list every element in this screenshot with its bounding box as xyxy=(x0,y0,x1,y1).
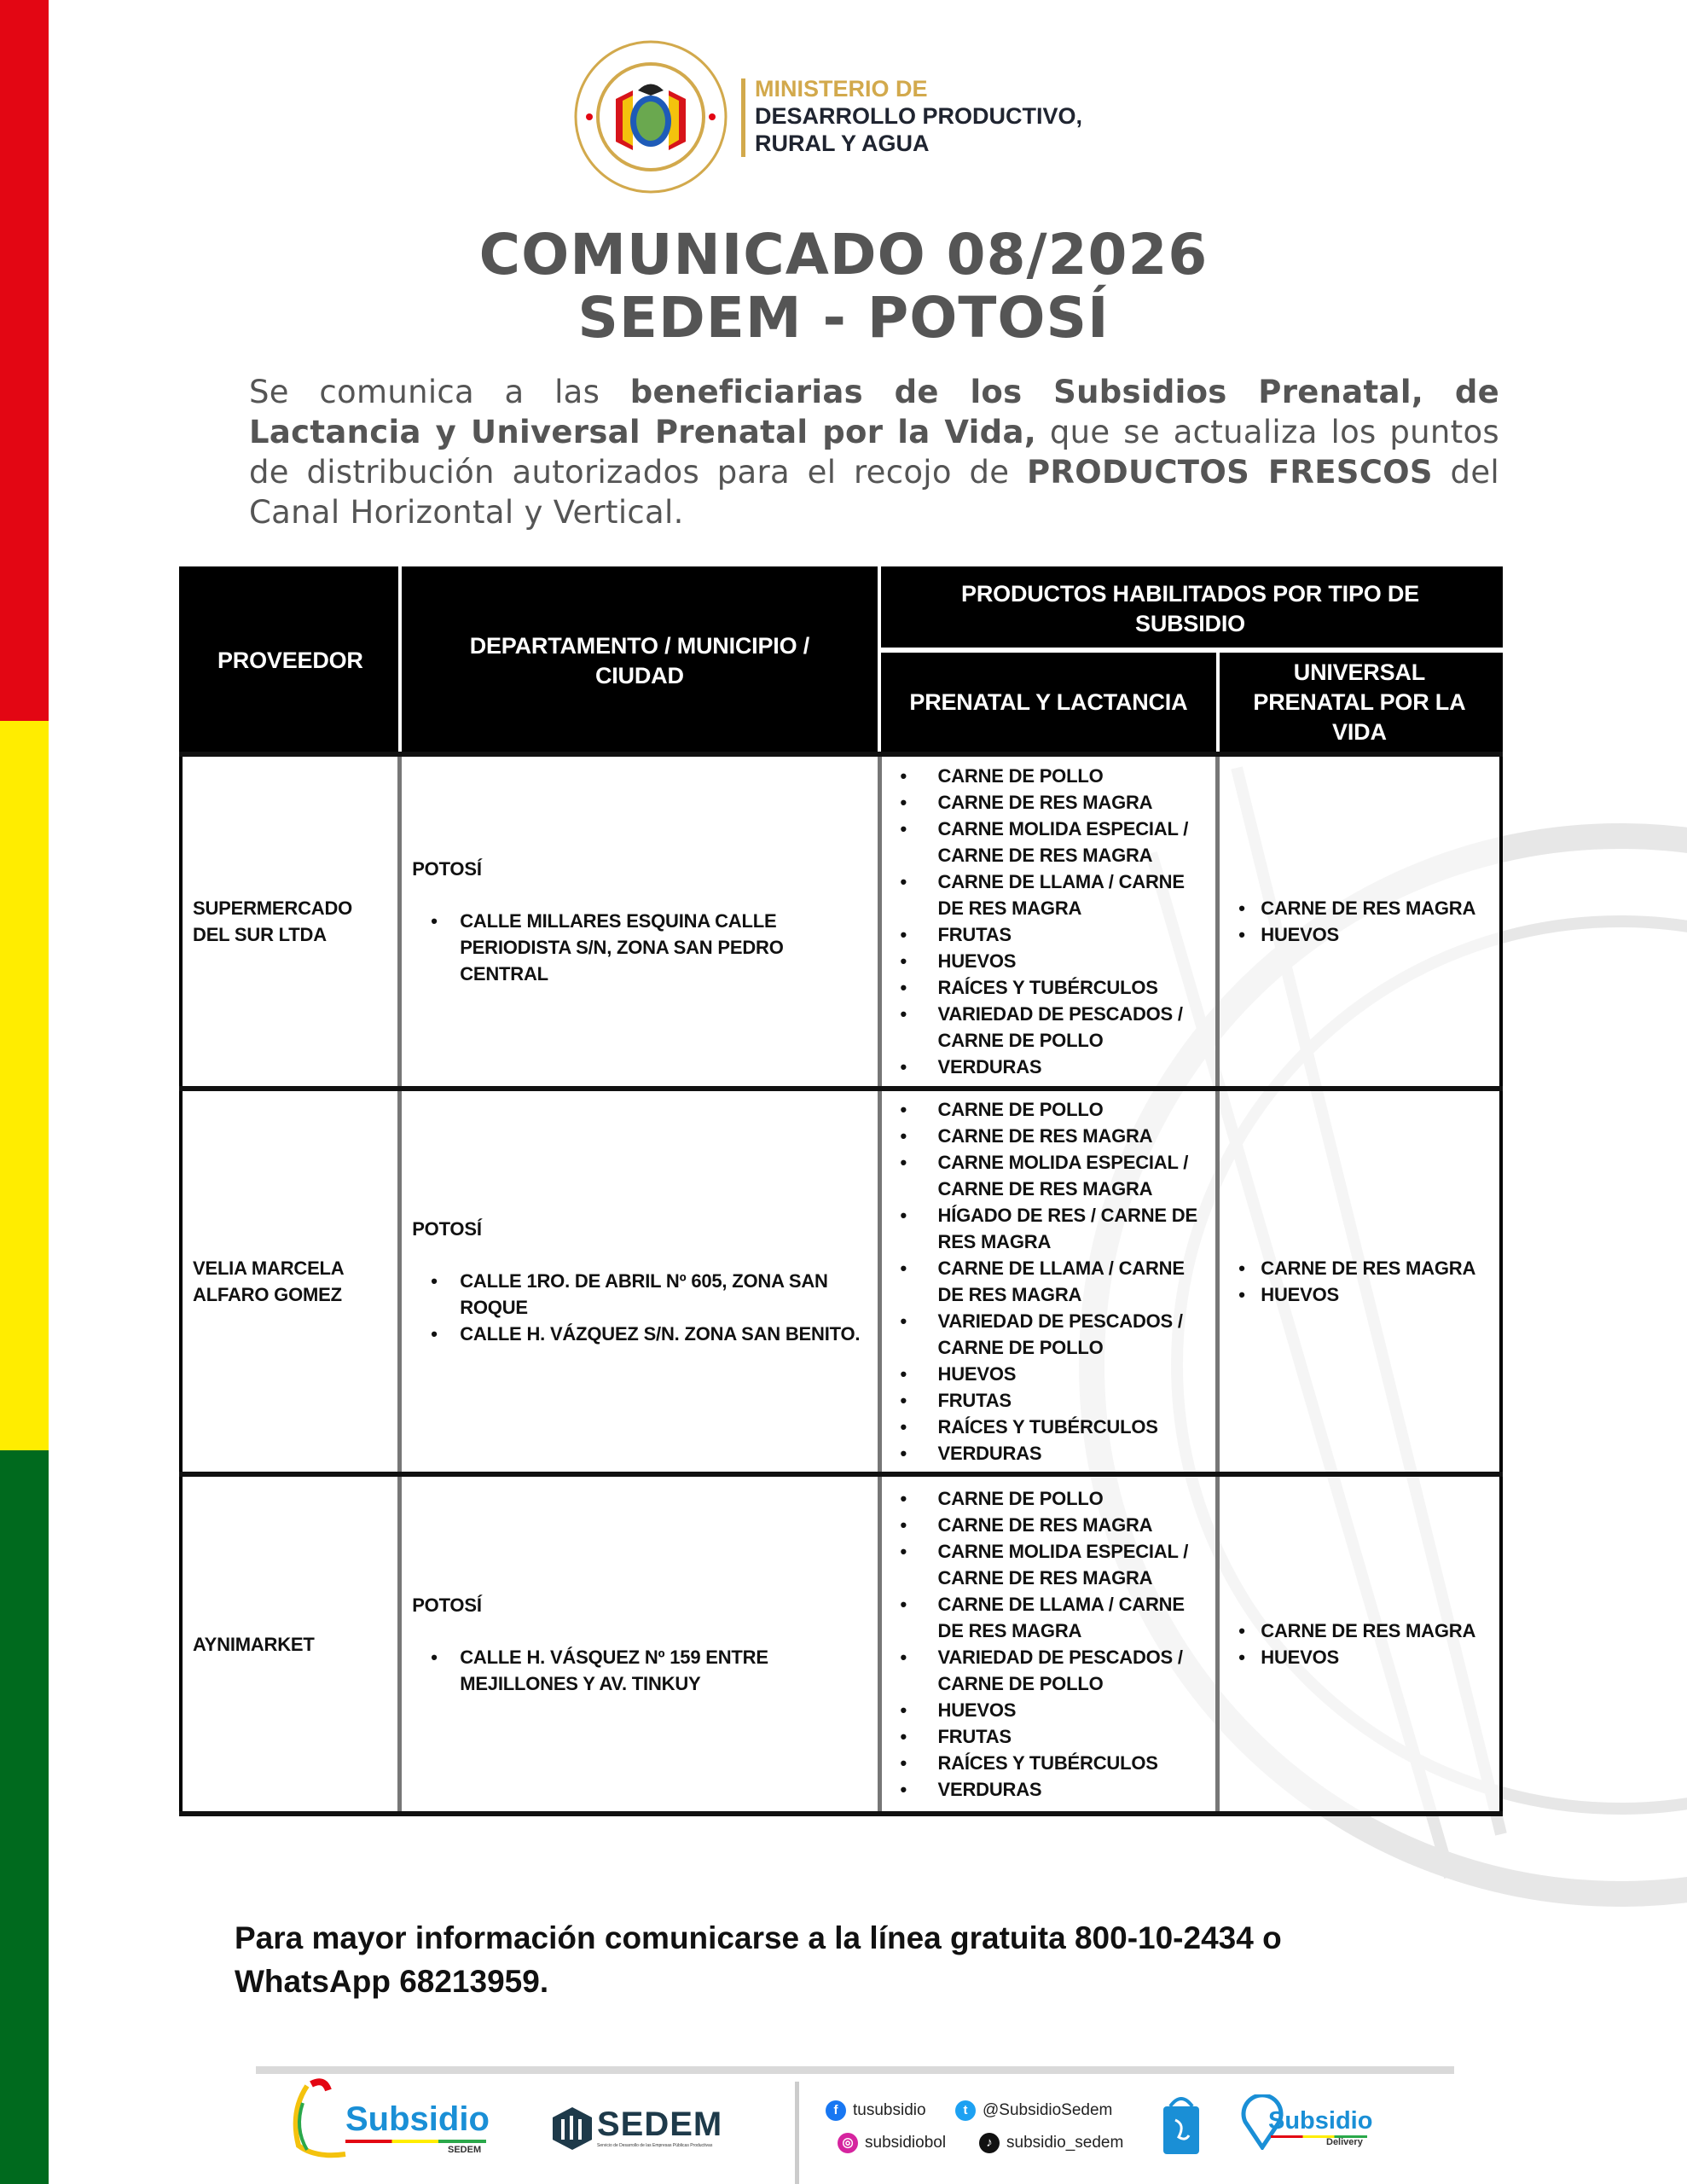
list-item: • VARIEDAD DE PESCADOS / CARNE DE POLLO xyxy=(890,1644,1209,1697)
footer-divider xyxy=(256,2066,1454,2074)
list-item: • CARNE DE LLAMA / CARNE DE RES MAGRA xyxy=(890,868,1209,921)
list-item: • CARNE DE RES MAGRA xyxy=(890,789,1209,816)
header-universal: UNIVERSAL PRENATAL POR LA VIDA xyxy=(1218,650,1501,754)
header-prenatal: PRENATAL Y LACTANCIA xyxy=(879,650,1218,754)
univ-list xyxy=(1230,1618,1489,1670)
list-item: • CARNE DE RES MAGRA xyxy=(1230,1618,1489,1644)
social-handle: subsidio_sedem xyxy=(1006,2134,1124,2152)
table-row xyxy=(181,1089,1501,1474)
instagram-icon: ◎ xyxy=(838,2133,858,2153)
univ-list xyxy=(1230,1255,1489,1308)
facebook-icon: f xyxy=(826,2100,846,2121)
list-item: • CARNE MOLIDA ESPECIAL / CARNE DE RES MAGRA xyxy=(890,1149,1209,1202)
list-item: • VARIEDAD DE PESCADOS / CARNE DE POLLO xyxy=(890,1308,1209,1361)
list-item: • CARNE DE RES MAGRA xyxy=(890,1123,1209,1149)
ministry-line2: DESARROLLO PRODUCTIVO, xyxy=(755,103,1083,129)
intro-bold: beneficiarias de los Subsidios Prenatal, de Lactancia y Universal Prenatal por la Vida, xyxy=(249,374,1499,450)
delivery-logo-sub: Delivery xyxy=(1326,2137,1363,2147)
social-twitter[interactable] xyxy=(955,2100,1112,2121)
table-row xyxy=(181,754,1501,1089)
list-item: • CALLE H. VÁZQUEZ S/N. ZONA SAN BENITO. xyxy=(412,1321,867,1347)
city-name: POTOSÍ xyxy=(412,1218,482,1240)
header-productos: PRODUCTOS HABILITADOS POR TIPO DE SUBSIDIO xyxy=(879,568,1501,650)
page-title xyxy=(0,224,1687,350)
list-item: • VERDURAS xyxy=(890,1776,1209,1803)
cell-departamento xyxy=(400,1089,879,1474)
addr-list xyxy=(412,908,867,987)
list-item: • FRUTAS xyxy=(890,1723,1209,1750)
contact-line2: WhatsApp 68213959. xyxy=(235,1964,549,1999)
list-item: • HUEVOS xyxy=(1230,1644,1489,1670)
twitter-icon: t xyxy=(955,2100,976,2121)
social-handle: subsidiobol xyxy=(865,2134,947,2152)
list-item: • CALLE MILLARES ESQUINA CALLE PERIODISTA S/N, ZONA SAN PEDRO CENTRAL xyxy=(412,908,867,987)
list-item: • CARNE MOLIDA ESPECIAL / CARNE DE RES MAGRA xyxy=(890,1538,1209,1591)
sedem-building-icon xyxy=(553,2107,592,2150)
list-item: • HUEVOS xyxy=(890,948,1209,974)
prod-list xyxy=(890,763,1209,1080)
intro-bold: PRODUCTOS FRESCOS xyxy=(1027,454,1433,491)
title-line2: SEDEM - POTOSÍ xyxy=(577,285,1110,351)
logo-flag-underline xyxy=(345,2140,486,2143)
proveedor-name: VELIA MARCELA ALFARO GOMEZ xyxy=(193,1258,344,1305)
title-line1: COMUNICADO 08/2026 xyxy=(478,222,1209,288)
cell-universal xyxy=(1218,1474,1501,1814)
subsidio-logo-text: Subsidio xyxy=(345,2100,490,2138)
cell-universal xyxy=(1218,754,1501,1089)
distribution-table xyxy=(179,566,1503,1816)
list-item: • CARNE DE LLAMA / CARNE DE RES MAGRA xyxy=(890,1255,1209,1308)
list-item: • CALLE 1RO. DE ABRIL Nº 605, ZONA SAN ROQUE xyxy=(412,1268,867,1321)
subsidio-logo-sub: SEDEM xyxy=(448,2145,482,2155)
intro-text: que se actualiza los puntos de distribución autorizados para el recojo de xyxy=(249,414,1499,491)
social-instagram[interactable] xyxy=(838,2133,946,2153)
shopping-bag-icon xyxy=(1160,2094,1203,2156)
cell-universal xyxy=(1218,1089,1501,1474)
list-item: • VERDURAS xyxy=(890,1440,1209,1467)
list-item: • CARNE DE POLLO xyxy=(890,1096,1209,1123)
list-item: • HÍGADO DE RES / CARNE DE RES MAGRA xyxy=(890,1202,1209,1255)
list-item: • VARIEDAD DE PESCADOS / CARNE DE POLLO xyxy=(890,1001,1209,1054)
footer-vertical-divider xyxy=(795,2082,799,2184)
table-row xyxy=(181,1474,1501,1814)
sedem-logo-text: SEDEM xyxy=(597,2106,723,2143)
list-item: • CARNE DE LLAMA / CARNE DE RES MAGRA xyxy=(890,1591,1209,1644)
header-divider xyxy=(741,78,745,157)
list-item: • CARNE DE RES MAGRA xyxy=(1230,1255,1489,1281)
list-item: • HUEVOS xyxy=(890,1697,1209,1723)
mother-baby-icon xyxy=(281,2077,350,2163)
intro-text: del Canal Horizontal y Vertical. xyxy=(249,454,1499,531)
bolivia-state-seal-logo xyxy=(573,39,728,195)
proveedor-name: SUPERMERCADO DEL SUR LTDA xyxy=(193,897,353,945)
list-item: • RAÍCES Y TUBÉRCULOS xyxy=(890,1750,1209,1776)
prod-list xyxy=(890,1096,1209,1467)
cell-prenatal xyxy=(879,754,1218,1089)
list-item: • HUEVOS xyxy=(1230,1281,1489,1308)
addr-list xyxy=(412,1644,867,1697)
addr-list xyxy=(412,1268,867,1347)
list-item: • CARNE DE RES MAGRA xyxy=(1230,895,1489,921)
ministry-line3: RURAL Y AGUA xyxy=(755,131,930,156)
list-item: • CARNE MOLIDA ESPECIAL / CARNE DE RES MAGRA xyxy=(890,816,1209,868)
social-tiktok[interactable] xyxy=(979,2133,1123,2153)
ministry-name xyxy=(755,75,1082,157)
list-item: • VERDURAS xyxy=(890,1054,1209,1080)
city-name: POTOSÍ xyxy=(412,858,482,880)
social-handle: tusubsidio xyxy=(853,2101,926,2119)
city-name: POTOSÍ xyxy=(412,1594,482,1616)
cell-departamento xyxy=(400,754,879,1089)
list-item: • CARNE DE POLLO xyxy=(890,763,1209,789)
cell-prenatal xyxy=(879,1089,1218,1474)
flag-stripe-yellow xyxy=(0,721,49,1450)
list-item: • RAÍCES Y TUBÉRCULOS xyxy=(890,1414,1209,1440)
social-facebook[interactable] xyxy=(826,2100,926,2121)
univ-list xyxy=(1230,895,1489,948)
header-departamento: DEPARTAMENTO / MUNICIPIO / CIUDAD xyxy=(400,568,879,754)
contact-info xyxy=(235,1916,1282,2003)
ministry-line1: MINISTERIO DE xyxy=(755,76,928,102)
list-item: • CARNE DE RES MAGRA xyxy=(890,1512,1209,1538)
cell-proveedor xyxy=(181,1474,400,1814)
flag-stripe-green xyxy=(0,1450,49,2184)
list-item: • HUEVOS xyxy=(1230,921,1489,948)
cell-proveedor xyxy=(181,754,400,1089)
social-handle: @SubsidioSedem xyxy=(983,2101,1113,2119)
list-item: • FRUTAS xyxy=(890,1387,1209,1414)
tiktok-icon: ♪ xyxy=(979,2133,1000,2153)
delivery-logo-text: Subsidio xyxy=(1268,2107,1373,2135)
header-proveedor: PROVEEDOR xyxy=(181,568,400,754)
intro-paragraph xyxy=(249,372,1499,532)
list-item: • HUEVOS xyxy=(890,1361,1209,1387)
list-item: • CALLE H. VÁSQUEZ Nº 159 ENTRE MEJILLONES Y AV. TINKUY xyxy=(412,1644,867,1697)
flag-stripe-red xyxy=(0,0,49,721)
list-item: • CARNE DE POLLO xyxy=(890,1485,1209,1512)
sedem-logo-sub: Servicio de Desarrollo de las Empresas Públicas Productivas xyxy=(597,2143,713,2148)
list-item: • FRUTAS xyxy=(890,921,1209,948)
contact-line1: Para mayor información comunicarse a la línea gratuita 800-10-2434 o xyxy=(235,1920,1282,1955)
prod-list xyxy=(890,1485,1209,1803)
intro-text: Se comunica a las xyxy=(249,374,630,410)
list-item: • RAÍCES Y TUBÉRCULOS xyxy=(890,974,1209,1001)
cell-prenatal xyxy=(879,1474,1218,1814)
proveedor-name: AYNIMARKET xyxy=(193,1633,315,1655)
cell-proveedor xyxy=(181,1089,400,1474)
cell-departamento xyxy=(400,1474,879,1814)
